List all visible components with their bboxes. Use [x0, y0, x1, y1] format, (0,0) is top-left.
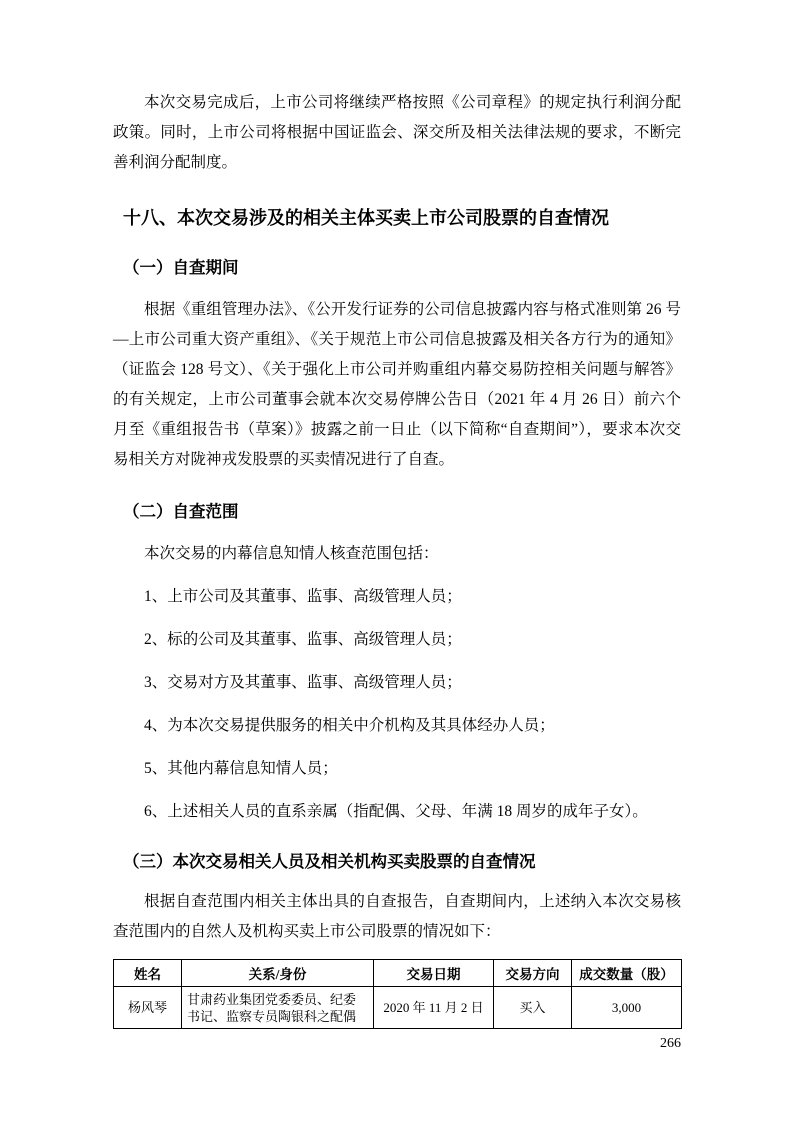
intro-paragraph: 本次交易完成后，上市公司将继续严格按照《公司章程》的规定执行利润分配政策。同时，上市公司将根据中国证监会、深交所及相关法律法规的要求，不断完善利润分配制度。 — [113, 94, 681, 171]
scope-list-item-5: 5、其他内幕信息知情人员； — [144, 760, 338, 777]
section-heading-period: （一）自查期间 — [123, 259, 239, 277]
cell-date: 2020 年 11 月 2 日 — [374, 987, 494, 1029]
scope-list-item-2: 2、标的公司及其董事、监事、高级管理人员； — [144, 631, 462, 648]
scope-list-item-1: 1、上市公司及其董事、监事、高级管理人员； — [144, 588, 462, 605]
results-paragraph: 根据自查范围内相关主体出具的自查报告，自查期间内，上述纳入本次交易核查范围内的自然人及机构买卖上市公司股票的情况如下： — [113, 893, 681, 940]
cell-direction: 买入 — [494, 987, 572, 1029]
section-heading-scope: （二）自查范围 — [123, 503, 239, 521]
table-header-row — [114, 960, 682, 987]
cell-quantity: 3,000 — [572, 987, 682, 1029]
cell-name: 杨风琴 — [114, 987, 182, 1029]
section-heading-results: （三）本次交易相关人员及相关机构买卖股票的自查情况 — [123, 853, 536, 871]
scope-list-item-4: 4、为本次交易提供服务的相关中介机构及其具体经办人员； — [144, 717, 555, 734]
scope-lead: 本次交易的内幕信息知情人核查范围包括： — [144, 545, 439, 562]
cell-relation: 甘肃药业集团党委委员、纪委书记、监察专员陶银科之配偶 — [182, 987, 374, 1029]
period-paragraph: 根据《重组管理办法》、《公开发行证券的公司信息披露内容与格式准则第 26 号—上市公司重大资产重组》、《关于规范上市公司信息披露及相关各方行为的通知》（证监会 128 号文）、《关于强化上市公司并购重组内幕交易防控相关问题与解答》的有关规定，上市公司董事会就本次交易停牌公告日（2021 年 4 月 26 日）前六个月至《重组报告书（草案）》披露之前一日止（以下简称“自查期间”），要求本次交易相关方对陇神戎发股票的买卖情况进行了自查。 — [113, 301, 681, 468]
table-header-name: 姓名 — [114, 960, 182, 987]
table-row — [114, 987, 682, 1029]
table-header-relation: 关系/身份 — [182, 960, 374, 987]
main-heading: 十八、本次交易涉及的相关主体买卖上市公司股票的自查情况 — [123, 208, 609, 228]
stock-trade-table — [113, 959, 682, 1029]
scope-list-item-6: 6、上述相关人员的直系亲属（指配偶、父母、年满 18 周岁的成年子女）。 — [144, 803, 648, 820]
page-number: 266 — [660, 1036, 681, 1051]
table-header-date: 交易日期 — [374, 960, 494, 987]
table-header-direction: 交易方向 — [494, 960, 572, 987]
table-header-quantity: 成交数量（股） — [572, 960, 682, 987]
scope-list-item-3: 3、交易对方及其董事、监事、高级管理人员； — [144, 674, 462, 691]
